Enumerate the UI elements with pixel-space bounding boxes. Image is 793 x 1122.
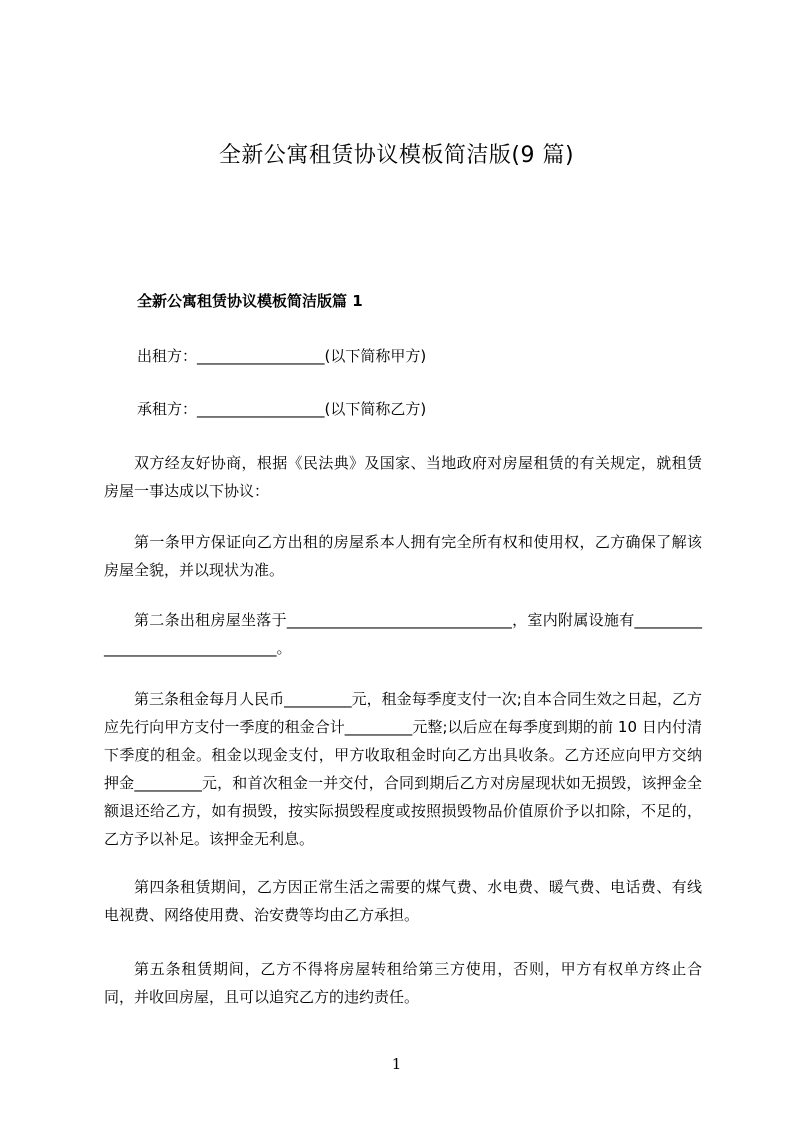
lessor-line: 出租方：_________________(以下简称甲方) (137, 347, 427, 365)
document-title: 全新公寓租赁协议模板简洁版(9 篇) (218, 143, 575, 168)
paragraph-article-5: 第五条租赁期间，乙方不得将房屋转租给第三方使用，否则，甲方有权单方终止合同，并收回房屋，且可以追究乙方的违约责任。 (104, 960, 702, 1006)
paragraph-article-4: 第四条租赁期间，乙方因正常生活之需要的煤气费、水电费、暖气费、电话费、有线电视费、网络使用费、治安费等均由乙方承担。 (104, 878, 702, 924)
paragraph-article-3: 第三条租金每月人民币_________元，租金每季度支付一次;自本合同生效之日起，乙方应先行向甲方支付一季度的租金合计_________元整;以后应在每季度到期的前 10 日内付清下季度的租金。租金以现金支付，甲方收取租金时向乙方出具收条。乙方还应向甲方交纳押金_________元，和首次租金一并交付，合同到期后乙方对房屋现状如无损毁，该押金全额退还给乙方，如有损毁，按实际损毁程度或按照损毁物品价值原价予以扣除，不足的，乙方予以补足。该押金无利息。 (104, 690, 702, 848)
paragraph-article-2: 第二条出租房屋坐落于______________________________，室内附属设施有________________________________。 (104, 611, 702, 657)
page-number: 1 (391, 1055, 402, 1073)
paragraph-preamble: 双方经友好协商，根据《民法典》及国家、当地政府对房屋租赁的有关规定，就租赁房屋一事达成以下协议： (104, 454, 702, 500)
section-heading: 全新公寓租赁协议模板简洁版篇 1 (137, 292, 363, 310)
paragraph-article-1: 第一条甲方保证向乙方出租的房屋系本人拥有完全所有权和使用权，乙方确保了解该房屋全貌，并以现状为准。 (104, 533, 702, 579)
lessee-line: 承租方：_________________(以下简称乙方) (137, 400, 427, 418)
